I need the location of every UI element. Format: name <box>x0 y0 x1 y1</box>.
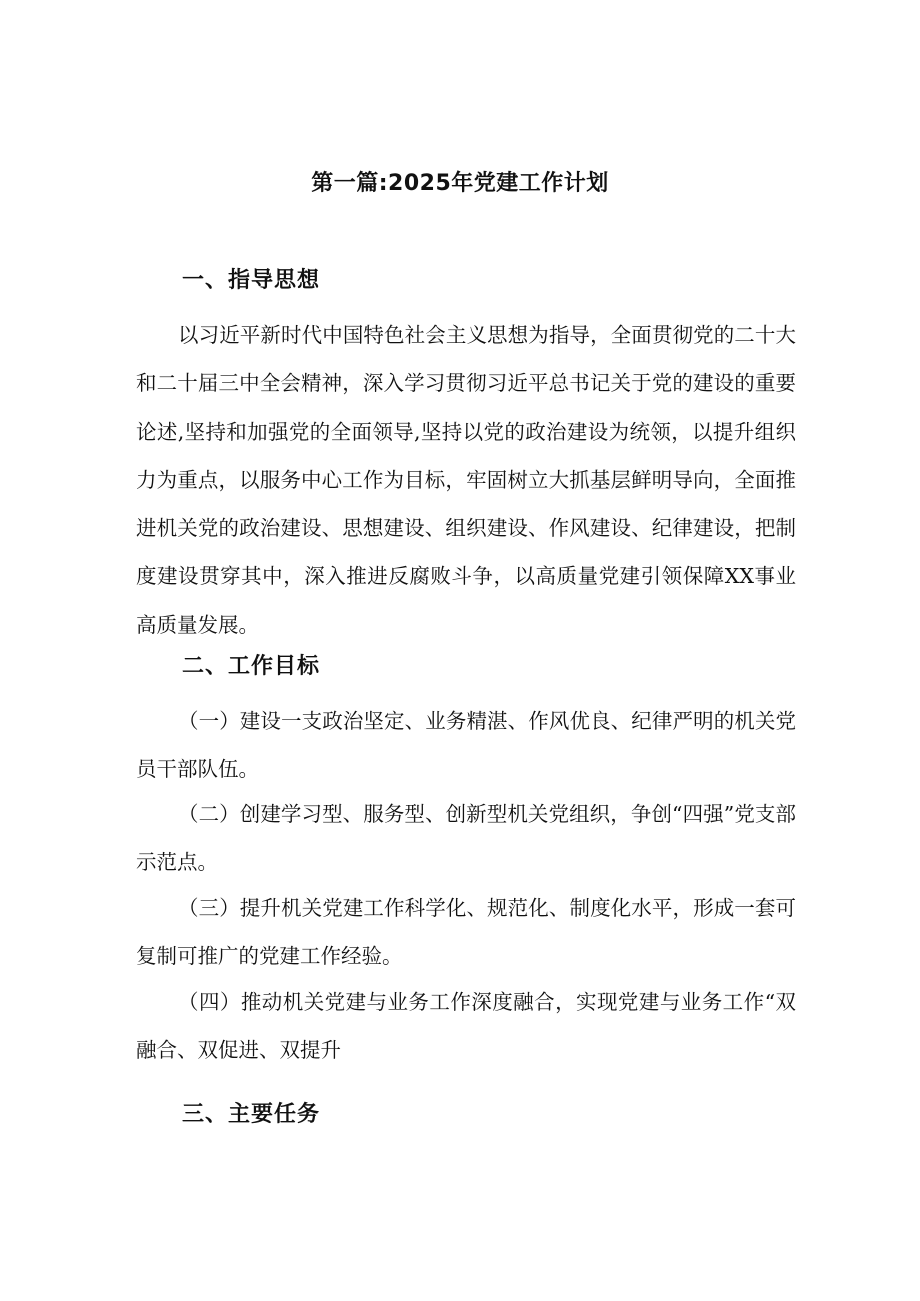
section-heading-main-tasks: 三、主要任务 <box>182 1102 321 1127</box>
work-goal-2: （二）创建学习型、服务型、创新型机关党组织，争创“四强”党支部示范点。 <box>136 802 796 875</box>
work-goal-1: （一）建设一支政治坚定、业务精湛、作风优良、纪律严明的机关党员干部队伍。 <box>136 709 796 782</box>
work-goal-3: （三）提升机关党建工作科学化、规范化、制度化水平，形成一套可复制可推广的党建工作经验。 <box>136 896 796 969</box>
document-title: 第一篇:2025年党建工作计划 <box>311 171 609 196</box>
section-heading-work-goals: 二、工作目标 <box>182 654 321 679</box>
work-goal-4: （四）推动机关党建与业务工作深度融合，实现党建与业务工作“双融合、双促进、双提升 <box>136 990 796 1063</box>
guiding-ideology-paragraph: 以习近平新时代中国特色社会主义思想为指导，全面贯彻党的二十大和二十届三中全会精神，深入学习贯彻习近平总书记关于党的建设的重要论述,坚持和加强党的全面领导,坚持以党的政治建设为统领，以提升组织力为重点，以服务中心工作为目标，牢固树立大抓基层鲜明导向，全面推进机关党的政治建设、思想建设、组织建设、作风建设、纪律建设，把制度建设贯穿其中，深入推进反腐败斗争，以高质量党建引领保障XX事业高质量发展。 <box>136 323 796 637</box>
section-heading-guiding-ideology: 一、指导思想 <box>182 268 321 293</box>
